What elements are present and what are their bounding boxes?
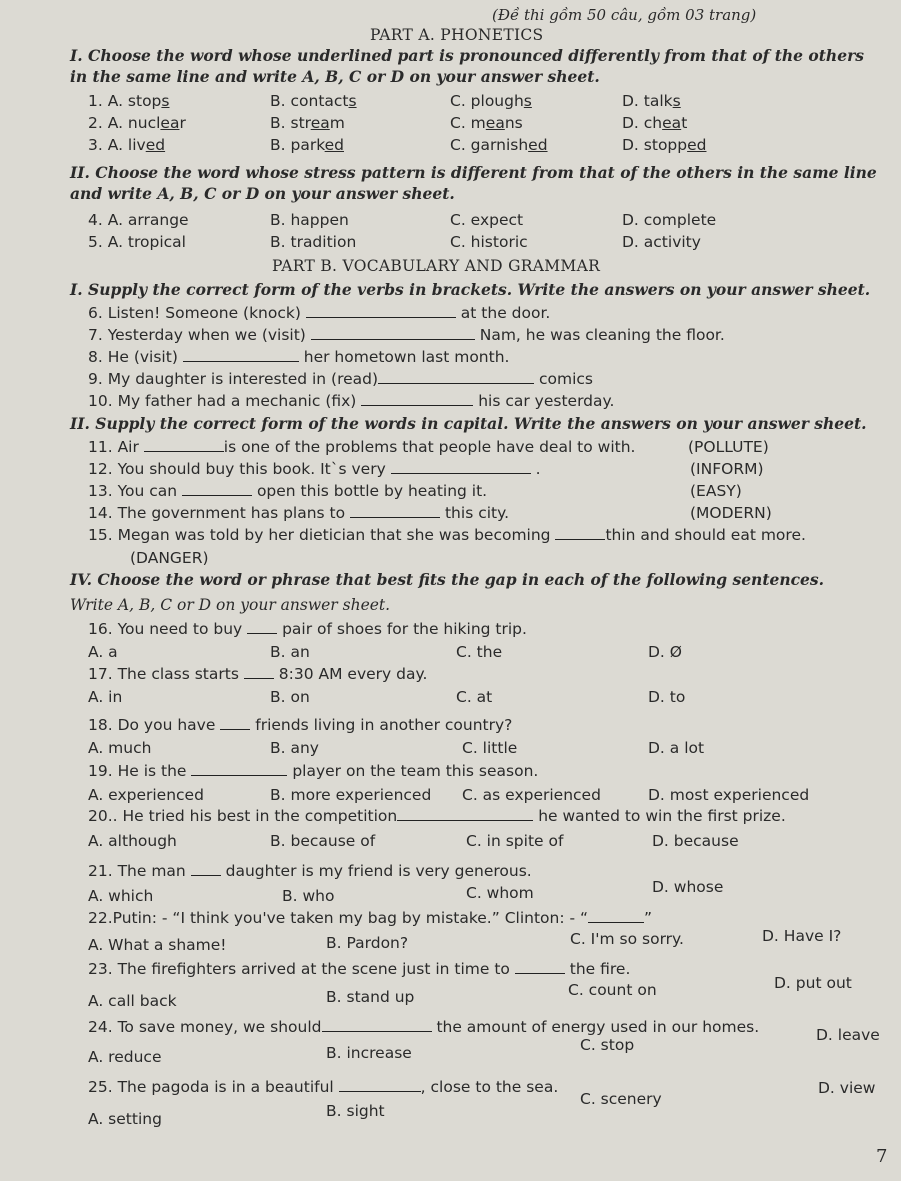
q20-option-d: D. because	[652, 832, 739, 850]
q25-option-c: C. scenery	[580, 1090, 662, 1108]
part-b-title: PART B. VOCABULARY AND GRAMMAR	[272, 257, 601, 275]
q19-option-b: B. more experienced	[270, 786, 432, 804]
q2-option-c: C. means	[450, 114, 523, 132]
q3-option-c: C. garnished	[450, 136, 548, 154]
part-b-section-4-instruction-cont: Write A, B, C or D on your answer sheet.	[70, 596, 391, 614]
question-5: 5. A. tropical	[88, 233, 186, 251]
q3-option-d: D. stopped	[622, 136, 707, 154]
question-20: 20.. He tried his best in the competition he wanted to win the first prize.	[88, 807, 786, 825]
q4-option-c: C. expect	[450, 211, 524, 229]
q4-option-b: B. happen	[270, 211, 349, 229]
part-a-title: PART A. PHONETICS	[370, 26, 544, 44]
q17-option-d: D. to	[648, 688, 686, 706]
q5-option-c: C. historic	[450, 233, 528, 251]
q20-option-c: C. in spite of	[466, 832, 564, 850]
question-14: 14. The government has plans to this city.	[88, 504, 509, 522]
q18-option-b: B. any	[270, 739, 319, 757]
q5-option-d: D. activity	[622, 233, 701, 251]
q2-option-b: B. stream	[270, 114, 345, 132]
question-25: 25. The pagoda is in a beautiful , close to the sea.	[88, 1078, 559, 1096]
q16-option-c: C. the	[456, 643, 503, 661]
q22-option-c: C. I'm so sorry.	[570, 930, 684, 948]
question-15: 15. Megan was told by her dietician that she was becoming thin and should eat more.	[88, 526, 806, 544]
question-8: 8. He (visit) her hometown last month.	[88, 348, 510, 366]
question-7: 7. Yesterday when we (visit) Nam, he was cleaning the floor.	[88, 326, 725, 344]
part-b-section-2-instruction: II. Supply the correct form of the words in capital. Write the answers on your answer sheet.	[70, 414, 867, 433]
q11-word: (POLLUTE)	[688, 438, 769, 456]
question-3: 3. A. lived	[88, 136, 166, 154]
q4-option-d: D. complete	[622, 211, 717, 229]
question-17: 17. The class starts 8:30 AM every day.	[88, 665, 428, 683]
q15-word: (DANGER)	[130, 549, 209, 567]
q21-option-d: D. whose	[652, 878, 724, 896]
question-9: 9. My daughter is interested in (read) comics	[88, 370, 594, 388]
q1-option-b: B. contacts	[270, 92, 357, 110]
question-13: 13. You can open this bottle by heating it.	[88, 482, 488, 500]
q25-option-b: B. sight	[326, 1102, 385, 1120]
question-11: 11. Air is one of the problems that people have deal to with.	[88, 438, 636, 456]
question-22: 22.Putin: - “I think you've taken my bag by mistake.” Clinton: - “ ”	[88, 909, 653, 927]
q16-option-d: D. Ø	[648, 643, 682, 661]
q23-option-d: D. put out	[774, 974, 852, 992]
question-4: 4. A. arrange	[88, 211, 189, 229]
q24-option-c: C. stop	[580, 1036, 635, 1054]
q23-option-a: A. call back	[88, 992, 177, 1010]
q1-option-d: D. talks	[622, 92, 681, 110]
question-16: 16. You need to buy pair of shoes for the hiking trip.	[88, 620, 527, 638]
q3-option-b: B. parked	[270, 136, 344, 154]
q2-option-d: D. cheat	[622, 114, 688, 132]
part-b-section-4-instruction: IV. Choose the word or phrase that best fits the gap in each of the following sentences.	[70, 570, 825, 589]
q19-option-a: A. experienced	[88, 786, 204, 804]
part-b-section-1-instruction: I. Supply the correct form of the verbs in brackets. Write the answers on your answer sheet.	[70, 280, 871, 299]
q19-option-d: D. most experienced	[648, 786, 810, 804]
question-24: 24. To save money, we should the amount of energy used in our homes.	[88, 1018, 760, 1036]
question-19: 19. He is the player on the team this season.	[88, 762, 539, 780]
q21-option-b: B. who	[282, 887, 335, 905]
q18-option-d: D. a lot	[648, 739, 705, 757]
q5-option-b: B. tradition	[270, 233, 357, 251]
q17-option-b: B. on	[270, 688, 310, 706]
q18-option-a: A. much	[88, 739, 152, 757]
q22-option-b: B. Pardon?	[326, 934, 409, 952]
q25-option-d: D. view	[818, 1079, 876, 1097]
section-2-instruction-cont: and write A, B, C or D on your answer sheet.	[70, 184, 455, 203]
q21-option-a: A. which	[88, 887, 154, 905]
q13-word: (EASY)	[690, 482, 742, 500]
q22-option-a: A. What a shame!	[88, 936, 227, 954]
q19-option-c: C. as experienced	[462, 786, 601, 804]
q24-option-a: A. reduce	[88, 1048, 162, 1066]
q14-word: (MODERN)	[690, 504, 772, 522]
q12-word: (INFORM)	[690, 460, 764, 478]
section-2-instruction: II. Choose the word whose stress pattern is different from that of the others in the same line	[70, 163, 877, 182]
q21-option-c: C. whom	[466, 884, 534, 902]
q18-option-c: C. little	[462, 739, 518, 757]
question-21: 21. The man daughter is my friend is very generous.	[88, 862, 532, 880]
q17-option-a: A. in	[88, 688, 123, 706]
question-6: 6. Listen! Someone (knock) at the door.	[88, 304, 551, 322]
q25-option-a: A. setting	[88, 1110, 162, 1128]
q16-option-b: B. an	[270, 643, 310, 661]
question-23: 23. The firefighters arrived at the scene just in time to the fire.	[88, 960, 631, 978]
q24-option-b: B. increase	[326, 1044, 412, 1062]
q17-option-c: C. at	[456, 688, 493, 706]
q24-option-d: D. leave	[816, 1026, 880, 1044]
page-number: 7	[876, 1146, 888, 1167]
q16-option-a: A. a	[88, 643, 118, 661]
exam-note: (Đề thi gồm 50 câu, gồm 03 trang)	[492, 6, 757, 24]
section-1-instruction-cont: in the same line and write A, B, C or D on your answer sheet.	[70, 67, 600, 86]
section-1-instruction: I. Choose the word whose underlined part is pronounced differently from that of the others	[70, 46, 864, 65]
question-1: 1. A. stops	[88, 92, 170, 110]
q22-option-d: D. Have I?	[762, 927, 842, 945]
question-2: 2. A. nuclear	[88, 114, 186, 132]
q20-option-b: B. because of	[270, 832, 376, 850]
question-12: 12. You should buy this book. It`s very .	[88, 460, 541, 478]
question-10: 10. My father had a mechanic (fix) his car yesterday.	[88, 392, 615, 410]
q1-option-c: C. ploughs	[450, 92, 532, 110]
q20-option-a: A. although	[88, 832, 177, 850]
question-18: 18. Do you have friends living in another country?	[88, 716, 513, 734]
q23-option-b: B. stand up	[326, 988, 415, 1006]
q23-option-c: C. count on	[568, 981, 657, 999]
